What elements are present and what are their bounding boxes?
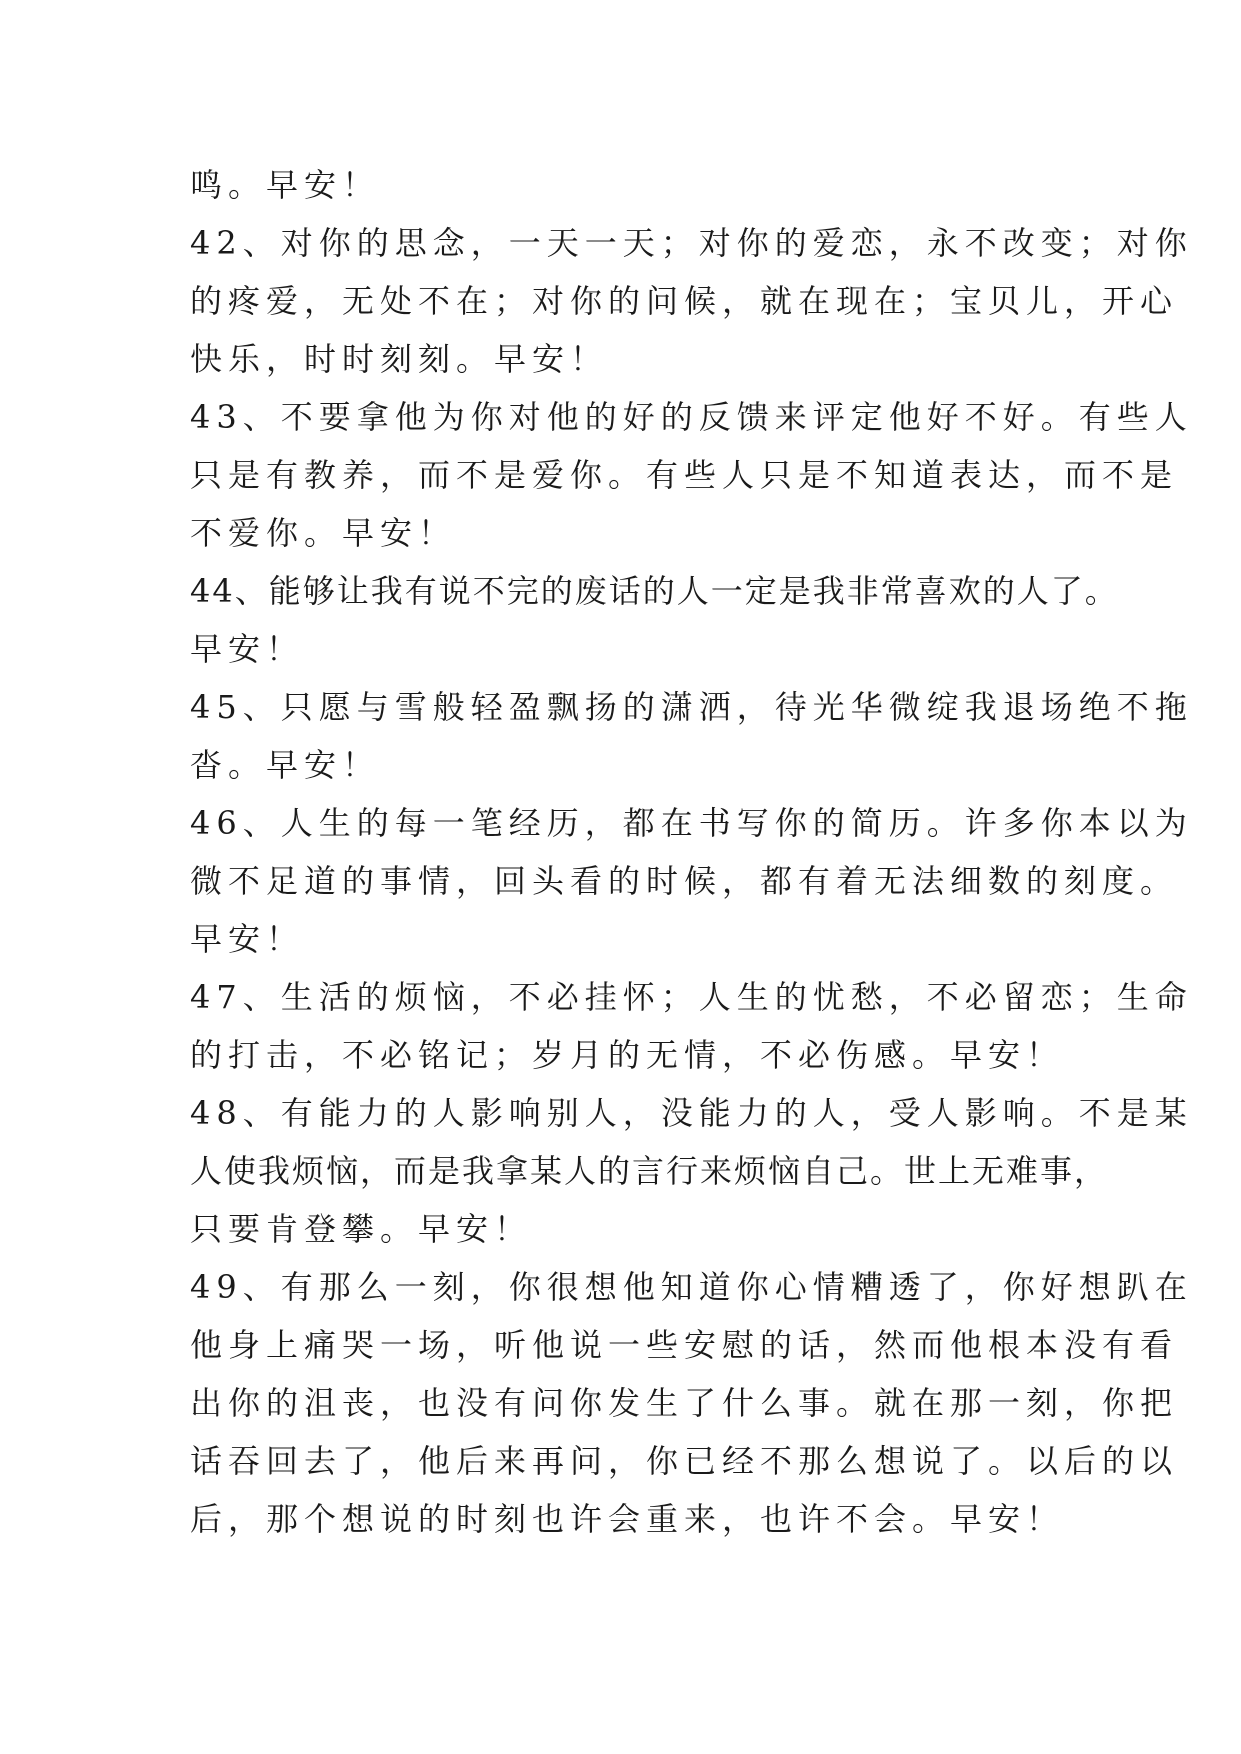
text-line: 出你的沮丧，也没有问你发生了什么事。就在那一刻，你把 bbox=[190, 1384, 1179, 1422]
text-line: 49、有那么一刻，你很想他知道你心情糟透了，你好想趴在 bbox=[190, 1268, 1193, 1306]
text-line: 只要肯登攀。早安！ bbox=[190, 1210, 533, 1248]
text-line: 他身上痛哭一场，听他说一些安慰的话，然而他根本没有看 bbox=[190, 1326, 1179, 1364]
text-line: 45、只愿与雪般轻盈飘扬的潇洒，待光华微绽我退场绝不拖 bbox=[190, 688, 1193, 726]
text-line: 43、不要拿他为你对他的好的反馈来评定他好不好。有些人 bbox=[190, 398, 1193, 436]
text-line: 不爱你。早安！ bbox=[190, 514, 457, 552]
text-line: 47、生活的烦恼，不必挂怀；人生的忧愁，不必留恋；生命 bbox=[190, 978, 1193, 1016]
text-line: 的疼爱，无处不在；对你的问候，就在现在；宝贝儿，开心 bbox=[190, 282, 1179, 320]
text-line: 早安！ bbox=[190, 920, 305, 958]
text-line: 微不足道的事情，回头看的时候，都有着无法细数的刻度。 bbox=[190, 862, 1179, 900]
text-line: 44、能够让我有说不完的废话的人一定是我非常喜欢的人了。 bbox=[190, 572, 1119, 610]
text-line: 46、人生的每一笔经历，都在书写你的简历。许多你本以为 bbox=[190, 804, 1193, 842]
text-line: 沓。早安！ bbox=[190, 746, 381, 784]
text-line: 话吞回去了，他后来再问，你已经不那么想说了。以后的以 bbox=[190, 1442, 1179, 1480]
document-body bbox=[190, 156, 1193, 1548]
text-line: 48、有能力的人影响别人，没能力的人，受人影响。不是某 bbox=[190, 1094, 1193, 1132]
text-line: 早安！ bbox=[190, 630, 305, 668]
text-line: 42、对你的思念，一天一天；对你的爱恋，永不改变；对你 bbox=[190, 224, 1193, 262]
text-line: 后，那个想说的时刻也许会重来，也许不会。早安！ bbox=[190, 1500, 1065, 1538]
text-line: 人使我烦恼，而是我拿某人的言行来烦恼自己。世上无难事， bbox=[190, 1152, 1109, 1190]
text-line: 鸣。早安！ bbox=[190, 166, 381, 204]
text-line: 快乐，时时刻刻。早安！ bbox=[190, 340, 609, 378]
text-line: 只是有教养，而不是爱你。有些人只是不知道表达，而不是 bbox=[190, 456, 1179, 494]
text-line: 的打击，不必铭记；岁月的无情，不必伤感。早安！ bbox=[190, 1036, 1065, 1074]
